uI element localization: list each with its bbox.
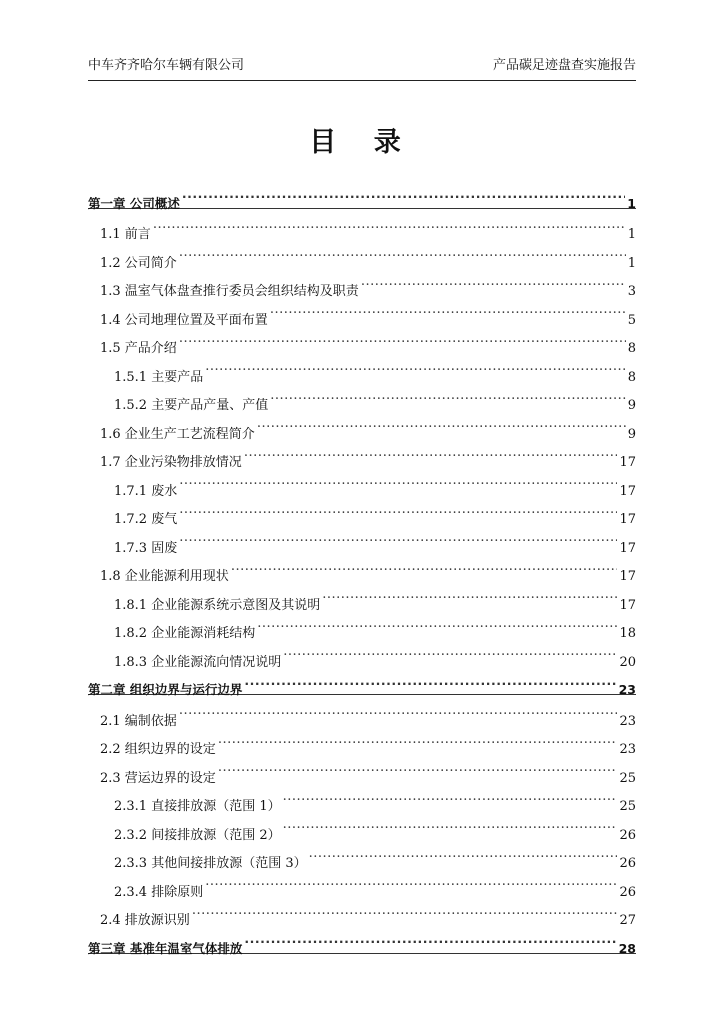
toc-page-number: 9 bbox=[627, 398, 636, 413]
toc-page-number: 17 bbox=[619, 597, 636, 613]
toc-entry-label: 1.8.2 企业能源消耗结构 bbox=[114, 626, 256, 641]
toc-page-number: 17 bbox=[619, 483, 636, 499]
toc-page-number: 9 bbox=[627, 426, 636, 442]
toc-entry-label: 1.5.2 主要产品产量、产值 bbox=[114, 398, 269, 413]
toc-dot-leader bbox=[270, 382, 626, 410]
toc-page-number: 17 bbox=[619, 512, 636, 527]
toc-entry-label: 1.4 公司地理位置及平面布置 bbox=[100, 312, 268, 328]
toc-dot-leader bbox=[179, 467, 617, 495]
toc-page-number: 20 bbox=[619, 654, 636, 670]
toc-page-number: 1 bbox=[627, 195, 636, 211]
toc-page-number: 23 bbox=[618, 682, 636, 697]
toc-page-number: 27 bbox=[619, 913, 636, 928]
toc-page-number: 1 bbox=[627, 227, 636, 242]
toc-entry-label: 2.3.3 其他间接排放源（范围 3） bbox=[114, 856, 307, 871]
toc-dot-leader bbox=[205, 353, 626, 381]
toc-dot-leader bbox=[283, 783, 618, 811]
toc-entry-label: 1.8 企业能源利用现状 bbox=[100, 569, 229, 584]
toc-page-number: 26 bbox=[619, 856, 636, 871]
toc-heading: 目 录 bbox=[309, 127, 415, 158]
toc-entry-label: 1.8.1 企业能源系统示意图及其说明 bbox=[114, 597, 321, 613]
toc-entry-label: 2.3.4 排除原则 bbox=[114, 884, 204, 900]
toc-entry-label: 2.3 营运边界的设定 bbox=[100, 770, 216, 786]
company-name: 中车齐齐哈尔车辆有限公司 bbox=[88, 58, 245, 73]
toc-page-number: 26 bbox=[619, 827, 636, 843]
toc-dot-leader bbox=[257, 410, 626, 438]
toc-dot-leader bbox=[270, 296, 626, 324]
toc-dot-leader bbox=[244, 925, 616, 953]
toc-page-number: 23 bbox=[619, 713, 636, 729]
toc-dot-leader bbox=[283, 811, 618, 839]
toc-entry-label: 2.3.1 直接排放源（范围 1） bbox=[114, 799, 281, 814]
toc-page-number: 8 bbox=[627, 341, 636, 356]
toc-entry-label: 1.1 前言 bbox=[100, 227, 151, 242]
toc-page-number: 8 bbox=[627, 369, 636, 385]
toc-entry-label: 1.6 企业生产工艺流程简介 bbox=[100, 426, 255, 442]
toc-dot-leader bbox=[283, 638, 617, 666]
toc-entry[interactable] bbox=[88, 211, 636, 240]
toc-chapter-entry[interactable] bbox=[88, 180, 636, 209]
toc-dot-leader bbox=[309, 840, 618, 868]
report-title: 产品碳足迹盘查实施报告 bbox=[492, 58, 636, 73]
toc-entry-label: 1.3 温室气体盘查推行委员会组织结构及职责 bbox=[100, 284, 359, 299]
toc-entry-label: 1.8.3 企业能源流向情况说明 bbox=[114, 654, 282, 670]
toc-dot-leader bbox=[205, 868, 617, 896]
toc-entry-label: 2.4 排放源识别 bbox=[100, 913, 190, 928]
table-of-contents bbox=[88, 180, 636, 956]
toc-dot-leader bbox=[218, 726, 618, 754]
toc-dot-leader bbox=[322, 581, 617, 609]
toc-page-number: 17 bbox=[619, 455, 636, 470]
toc-dot-leader bbox=[361, 268, 626, 296]
toc-entry-label: 第一章 公司概述 bbox=[88, 195, 180, 211]
page-header bbox=[88, 52, 636, 81]
toc-page-number: 23 bbox=[619, 742, 636, 757]
toc-dot-leader bbox=[218, 754, 618, 782]
toc-entry-label: 第二章 组织边界与运行边界 bbox=[88, 682, 243, 697]
toc-dot-leader bbox=[153, 211, 626, 239]
toc-page-number: 28 bbox=[618, 940, 636, 956]
toc-dot-leader bbox=[244, 439, 618, 467]
toc-dot-leader bbox=[179, 496, 617, 524]
toc-page-number: 3 bbox=[627, 284, 636, 299]
toc-dot-leader bbox=[179, 524, 617, 552]
toc-page-number: 17 bbox=[619, 540, 636, 556]
toc-entry-label: 1.7.3 固废 bbox=[114, 540, 178, 556]
toc-dot-leader bbox=[182, 180, 625, 208]
toc-entry-label: 1.7 企业污染物排放情况 bbox=[100, 455, 242, 470]
toc-entry-label: 1.5 产品介绍 bbox=[100, 341, 177, 356]
toc-dot-leader bbox=[179, 239, 626, 267]
toc-page-number: 25 bbox=[619, 799, 636, 814]
toc-dot-leader bbox=[192, 897, 618, 925]
toc-entry-label: 1.7.2 废气 bbox=[114, 512, 178, 527]
toc-page-number: 1 bbox=[627, 255, 636, 271]
toc-page-number: 5 bbox=[627, 312, 636, 328]
toc-dot-leader bbox=[179, 697, 618, 725]
toc-page-number: 17 bbox=[619, 569, 636, 584]
toc-entry-label: 1.5.1 主要产品 bbox=[114, 369, 204, 385]
toc-dot-leader bbox=[231, 553, 618, 581]
toc-entry-label: 第三章 基准年温室气体排放 bbox=[88, 940, 243, 956]
toc-dot-leader bbox=[179, 325, 626, 353]
toc-entry-label: 1.2 公司简介 bbox=[100, 255, 177, 271]
toc-entry[interactable] bbox=[88, 239, 636, 271]
toc-page-number: 26 bbox=[619, 884, 636, 900]
toc-entry-label: 2.3.2 间接排放源（范围 2） bbox=[114, 827, 281, 843]
toc-entry-label: 2.1 编制依据 bbox=[100, 713, 177, 729]
toc-dot-leader bbox=[244, 667, 616, 695]
toc-dot-leader bbox=[257, 610, 617, 638]
toc-entry-label: 1.7.1 废水 bbox=[114, 483, 178, 499]
toc-page-number: 18 bbox=[619, 626, 636, 641]
toc-page-number: 25 bbox=[619, 770, 636, 786]
toc-entry-label: 2.2 组织边界的设定 bbox=[100, 742, 216, 757]
